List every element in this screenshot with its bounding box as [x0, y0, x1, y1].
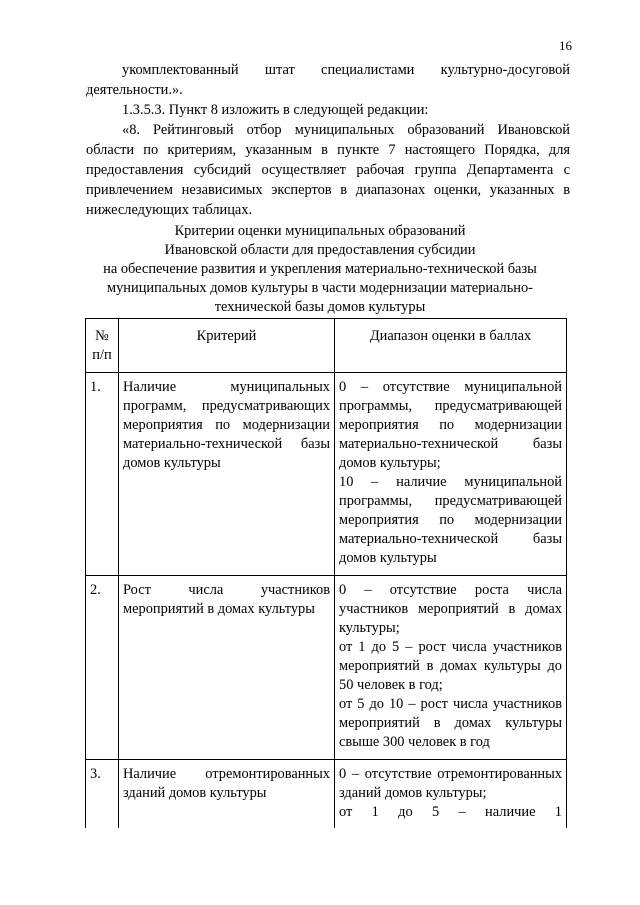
table-header-row — [86, 319, 567, 373]
header-range: Диапазон оценки в баллах — [335, 319, 567, 373]
range-line: 0 – отсутствие роста числа участников мероприятий в домах культуры; — [339, 582, 562, 636]
range-line: от 5 до 10 – рост числа участников мероприятий в домах культуры свыше 300 человек в год — [339, 696, 562, 750]
row-criterion: Наличие отремонтированных зданий домов культуры — [119, 760, 335, 887]
heading-line: технической базы домов культуры — [214, 299, 426, 315]
paragraph: укомплектованный штат специалистами культурно-досуговой деятельности.». — [86, 62, 570, 98]
heading-line: на обеспечение развития и укрепления материально-технической базы — [103, 261, 537, 277]
row-num: 1. — [86, 373, 119, 576]
heading-line: Критерии оценки муниципальных образований — [174, 223, 466, 239]
row-range — [335, 373, 567, 576]
paragraph: «8. Рейтинговый отбор муниципальных образований Ивановской области по критериям, указанным в пункте 7 настоящего Порядка, для предоставления субсидий осуществляет рабочая группа Департамента с привлечением независимых экспертов в диапазонах оценки, указанных в нижеследующих таблицах. — [86, 122, 570, 218]
page-number: 16 — [559, 38, 572, 53]
table-row — [86, 373, 567, 576]
table-heading — [70, 222, 570, 317]
range-line: 10 – наличие муниципальной программы, предусматривающей мероприятия по модернизации материально-технической базы домов культуры — [339, 474, 562, 566]
heading-line: муниципальных домов культуры в части модернизации материально- — [107, 280, 533, 296]
table-row — [86, 576, 567, 760]
range-line: от 1 до 5 – наличие 1 — [339, 804, 562, 820]
header-num: № п/п — [86, 319, 119, 373]
row-num: 3. — [86, 760, 119, 887]
page-bottom-margin — [0, 828, 640, 905]
row-num: 2. — [86, 576, 119, 760]
range-line: 0 – отсутствие отремонтированных зданий домов культуры; — [339, 766, 562, 801]
row-criterion: Рост числа участников мероприятий в домах культуры — [119, 576, 335, 760]
criteria-table — [85, 318, 567, 887]
paragraph: 1.3.5.3. Пункт 8 изложить в следующей редакции: — [122, 102, 429, 118]
header-criterion: Критерий — [119, 319, 335, 373]
row-criterion: Наличие муниципальных программ, предусматривающих мероприятия по модернизации материально-технической базы домов культуры — [119, 373, 335, 576]
row-range — [335, 576, 567, 760]
body-text — [86, 60, 570, 220]
range-line: от 1 до 5 – рост числа участников мероприятий в домах культуры до 50 человек в год; — [339, 639, 562, 693]
heading-line: Ивановской области для предоставления субсидии — [164, 242, 476, 258]
range-line: 0 – отсутствие муниципальной программы, предусматривающей мероприятия по модернизации материально-технической базы домов культуры; — [339, 379, 562, 471]
